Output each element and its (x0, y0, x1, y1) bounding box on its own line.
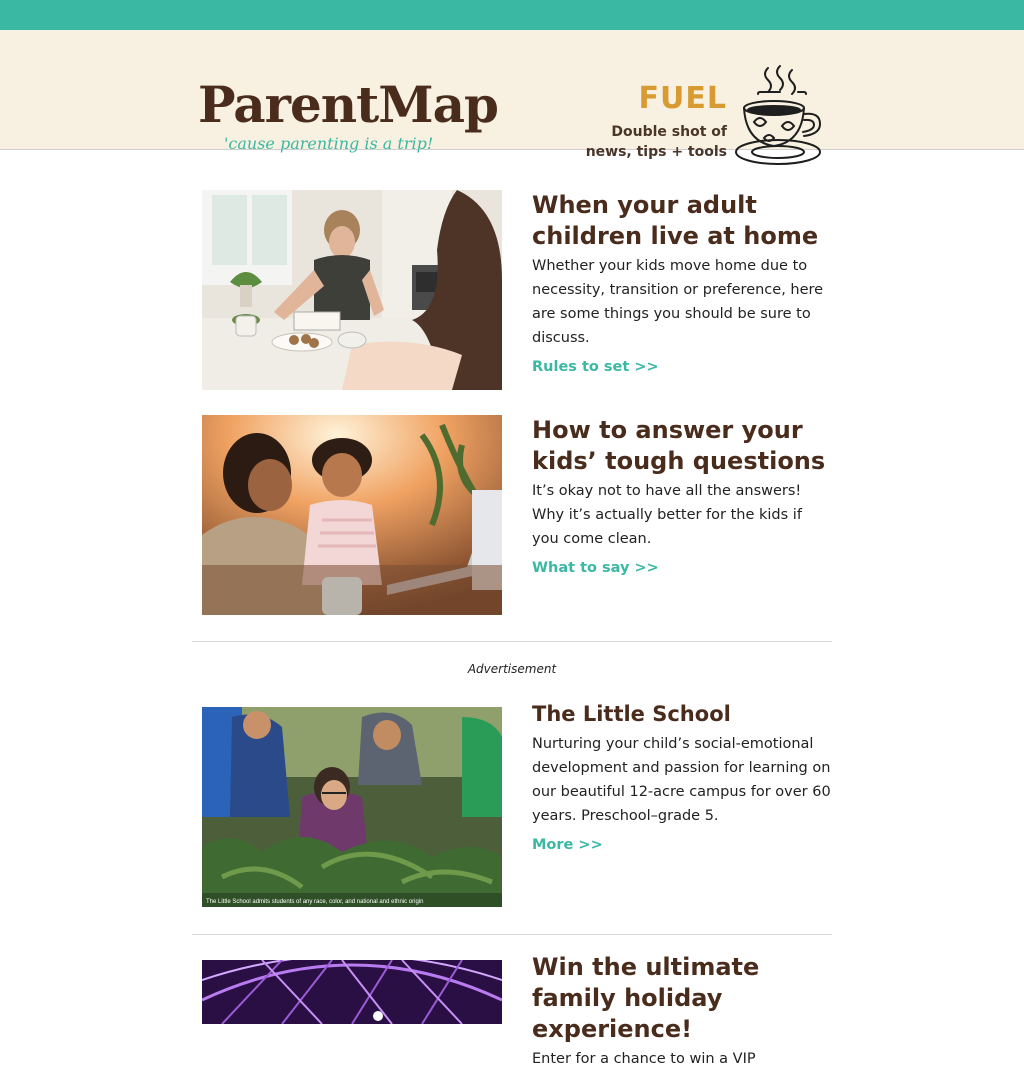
article-title[interactable]: When your adult children live at home (532, 191, 819, 250)
article-text (532, 190, 832, 375)
advertisement-card (202, 702, 832, 907)
read-more-link[interactable]: What to say >> (532, 560, 659, 576)
fuel-title: FUEL (638, 81, 727, 116)
fuel-subtitle-line2: news, tips + tools (585, 144, 727, 160)
coffee-cup-icon (734, 64, 830, 172)
article-photo-1[interactable] (202, 190, 502, 390)
advertisement-title[interactable]: The Little School (532, 702, 731, 726)
kitchen-scene-image (202, 190, 502, 390)
article-text (532, 415, 832, 576)
advertisement-photo[interactable] (202, 707, 502, 907)
outdoor-classroom-image (202, 707, 502, 907)
advertisement-text (532, 699, 832, 853)
article-title[interactable]: How to answer your kids’ tough questions (532, 416, 826, 475)
section-divider (192, 641, 832, 642)
article-blurb: Whether your kids move home due to necessity, transition or preference, here are some things you should be sure to discuss. (532, 258, 824, 346)
article-blurb: It’s okay not to have all the answers! Why it’s actually better for the kids if you come clean. (532, 483, 802, 547)
mother-child-laptop-image (202, 415, 502, 615)
top-accent-bar (0, 0, 1024, 30)
promo-card (202, 953, 832, 1067)
fuel-subtitle (586, 122, 727, 162)
logo-tagline: 'cause parenting is a trip! (224, 134, 434, 153)
read-more-link[interactable]: Rules to set >> (532, 359, 659, 375)
advertisement-image-caption: The Little School admits students of any race, color, and national and ethnic origin (206, 899, 424, 905)
advertisement-blurb: Nurturing your child’s social-emotional development and passion for learning on our beautiful 12-acre campus for over 60 years. Preschool–grade 5. (532, 736, 831, 824)
fuel-branding (586, 82, 727, 162)
parentmap-logo[interactable] (198, 75, 498, 153)
masthead (0, 30, 1024, 160)
article-photo-2[interactable] (202, 415, 502, 615)
holiday-lights-image (202, 960, 502, 1024)
logo-text: ParentMap (198, 75, 498, 134)
promo-title[interactable]: Win the ultimate family holiday experience! (532, 953, 760, 1043)
promo-text (532, 952, 832, 1071)
advertisement-label: Advertisement (467, 662, 557, 676)
article-card (202, 415, 832, 615)
section-divider (192, 934, 832, 935)
promo-photo[interactable] (202, 960, 502, 1024)
promo-blurb: Enter for a chance to win a VIP (532, 1051, 756, 1067)
advertisement-more-link[interactable]: More >> (532, 837, 603, 853)
fuel-subtitle-line1: Double shot of (611, 124, 727, 140)
article-card (202, 190, 832, 390)
